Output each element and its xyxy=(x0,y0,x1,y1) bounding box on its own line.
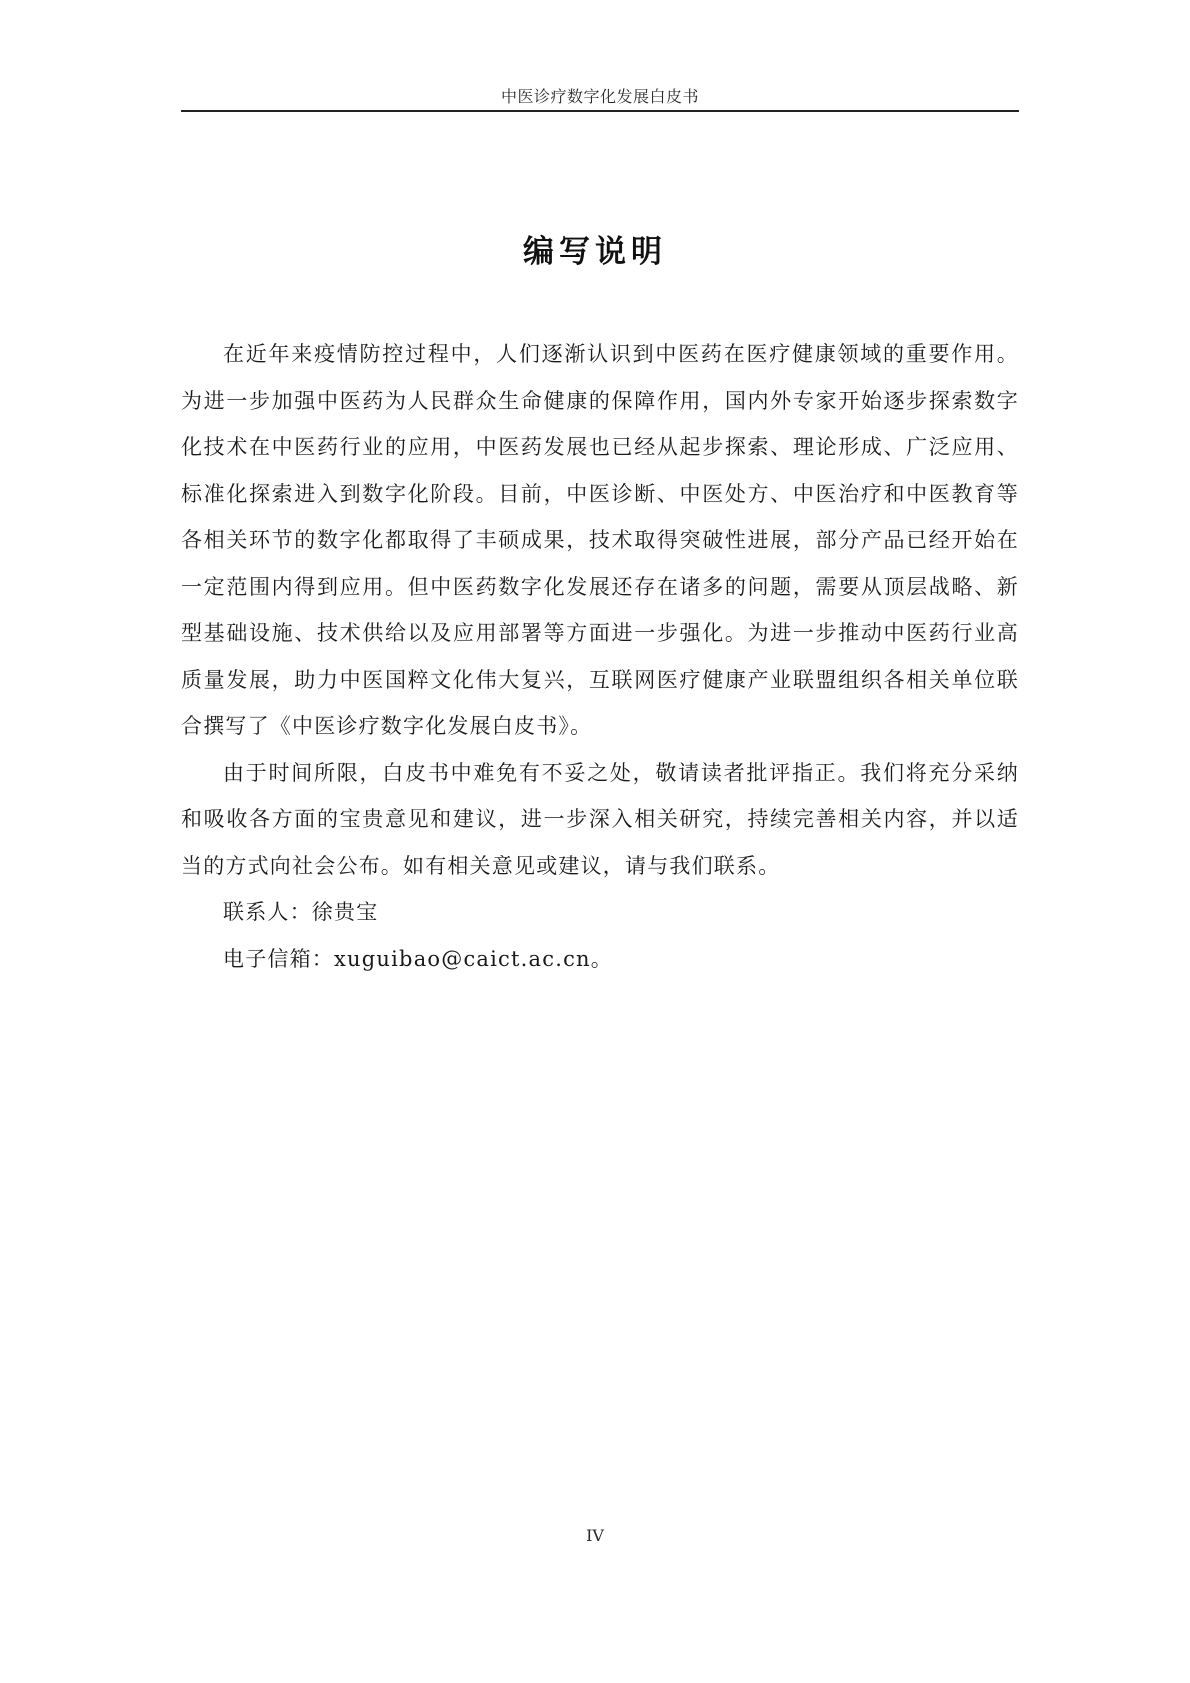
header-title: 中医诊疗数字化发展白皮书 xyxy=(500,87,699,106)
paragraph-intro: 在近年来疫情防控过程中，人们逐渐认识到中医药在医疗健康领域的重要作用。为进一步加强中医药为人民群众生命健康的保障作用，国内外专家开始逐步探索数字化技术在中医药行业的应用，中医药发展也已经从起步探索、理论形成、广泛应用、标准化探索进入到数字化阶段。目前，中医诊断、中医处方、中医治疗和中医教育等各相关环节的数字化都取得了丰硕成果，技术取得突破性进展，部分产品已经开始在一定范围内得到应用。但中医药数字化发展还存在诸多的问题，需要从顶层战略、新型基础设施、技术供给以及应用部署等方面进一步强化。为进一步推动中医药行业高质量发展，助力中医国粹文化伟大复兴，互联网医疗健康产业联盟组织各相关单位联合撰写了《中医诊疗数字化发展白皮书》。 xyxy=(181,342,1019,738)
contact-email: 电子信箱：xuguibao@caict.ac.cn。 xyxy=(223,946,613,971)
contact-person: 联系人：徐贵宝 xyxy=(223,900,379,924)
page-number: IV xyxy=(586,1526,604,1545)
document-body xyxy=(181,331,1019,982)
paragraph-feedback: 由于时间所限，白皮书中难免有不妥之处，敬请读者批评指正。我们将充分采纳和吸收各方面的宝贵意见和建议，进一步深入相关研究，持续完善相关内容，并以适当的方式向社会公布。如有相关意见或建议，请与我们联系。 xyxy=(181,760,1019,878)
document-title: 编写说明 xyxy=(523,233,667,270)
page-header xyxy=(181,80,1019,112)
